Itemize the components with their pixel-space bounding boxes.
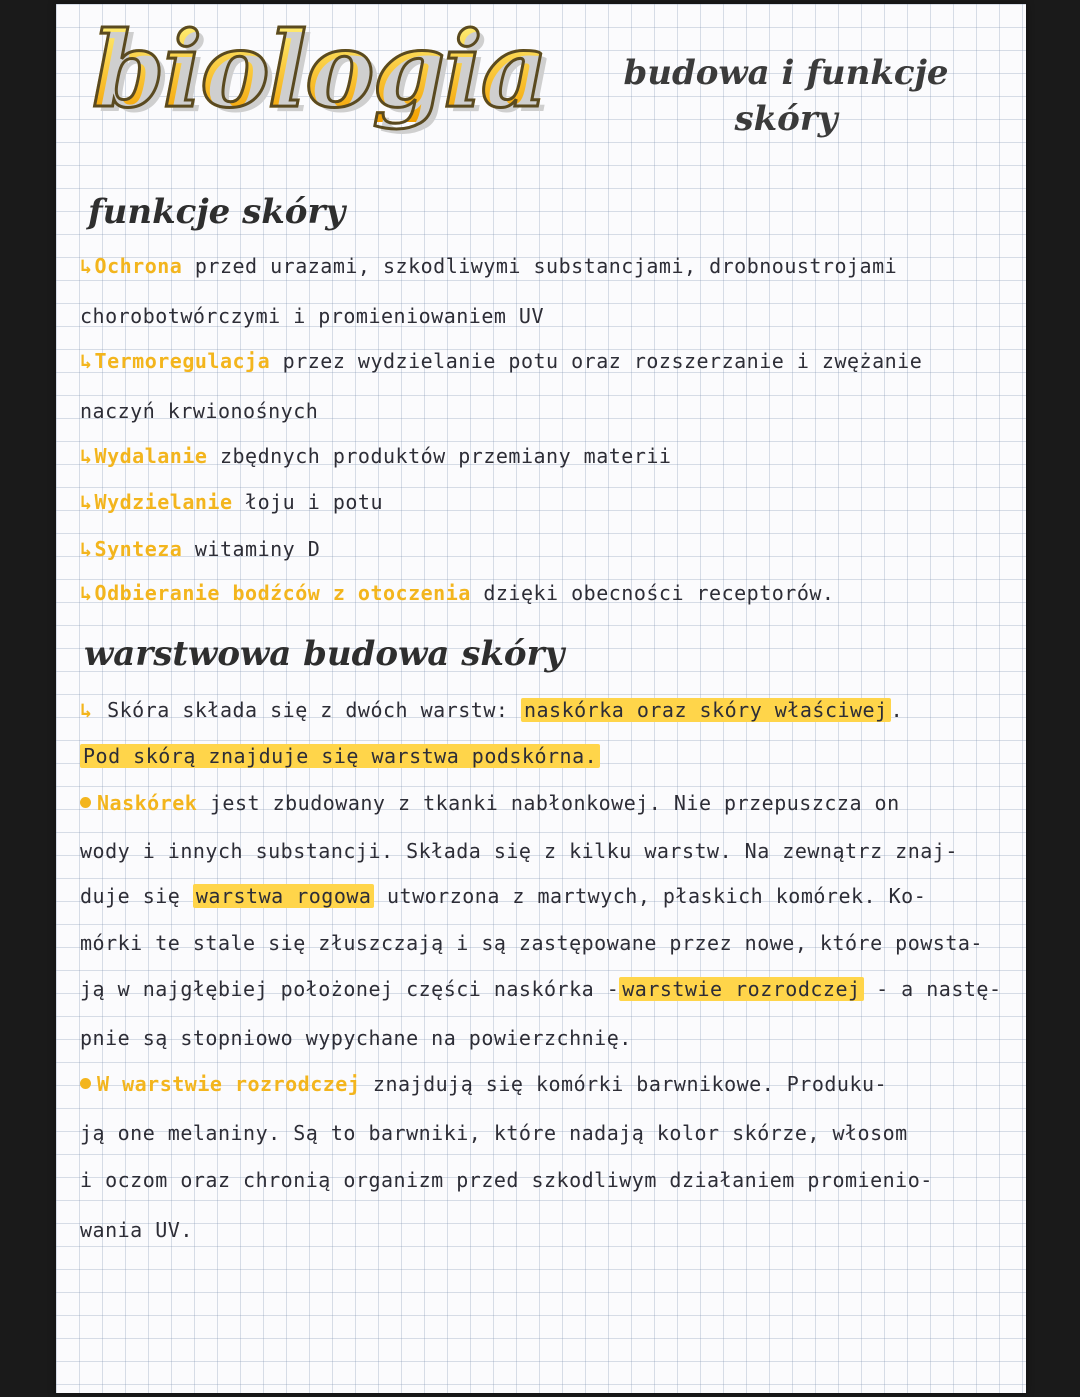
- function-line: ↳ Wydzielanie łoju i potu: [80, 490, 383, 514]
- text-line: wody i innych substancji. Składa się z kilku warstw. Na zewnątrz znaj-: [80, 839, 958, 863]
- text-line: ↳ Skóra składa się z dwóch warstw: naskórka oraz skóry właściwej .: [80, 698, 904, 722]
- text-line: ją one melaniny. Są to barwniki, które nadają kolor skórze, włosom: [80, 1121, 908, 1145]
- function-key: Wydzielanie: [94, 490, 233, 514]
- text-line: wania UV.: [80, 1218, 193, 1242]
- function-key: Wydalanie: [94, 444, 208, 468]
- highlight: Pod skórą znajduje się warstwa podskórna.: [80, 744, 600, 768]
- arrow-icon: ↳: [80, 254, 93, 278]
- function-line: ↳ Odbieranie bodźców z otoczenia dzięki obecności receptorów.: [80, 581, 835, 605]
- term-key: Naskórek: [97, 791, 198, 815]
- text-line: duje się warstwa rogowa utworzona z martwych, płaskich komórek. Ko-: [80, 884, 927, 908]
- page-title: biologia: [92, 8, 547, 131]
- function-line: ↳ Wydalanie zbędnych produktów przemiany materii: [80, 444, 672, 468]
- function-line: ↳ Ochrona przed urazami, szkodliwymi substancjami, drobnoustrojami: [80, 254, 898, 278]
- bullet-icon: [80, 1078, 91, 1089]
- text-line: ją w najgłębiej położonej części naskórka - warstwie rozrodczej - a nastę-: [80, 977, 1002, 1001]
- bullet-icon: [80, 797, 91, 808]
- text-line: [80, 744, 600, 768]
- highlight: warstwie rozrodczej: [619, 977, 863, 1001]
- notebook-page: [56, 4, 1026, 1393]
- function-key: Ochrona: [94, 254, 183, 278]
- text-line: W warstwie rozrodczej znajdują się komórki barwnikowe. Produku-: [80, 1072, 887, 1096]
- term-key: W warstwie rozrodczej: [97, 1072, 361, 1096]
- arrow-icon: ↳: [80, 349, 93, 373]
- highlight: naskórka oraz skóry właściwej: [521, 698, 891, 722]
- text-line: pnie są stopniowo wypychane na powierzchnię.: [80, 1026, 632, 1050]
- page-subtitle: budowa i funkcje skóry: [623, 53, 949, 139]
- function-key: Termoregulacja: [94, 349, 271, 373]
- arrow-icon: ↳: [80, 698, 93, 722]
- function-key: Synteza: [94, 537, 183, 561]
- arrow-icon: ↳: [80, 537, 93, 561]
- text-line: Naskórek jest zbudowany z tkanki nabłonkowej. Nie przepuszcza on: [80, 791, 900, 815]
- section-heading-structure: warstwowa budowa skóry: [84, 634, 565, 674]
- function-key: Odbieranie bodźców z otoczenia: [94, 581, 471, 605]
- arrow-icon: ↳: [80, 490, 93, 514]
- section-heading-functions: funkcje skóry: [88, 192, 346, 232]
- function-line: naczyń krwionośnych: [80, 399, 319, 423]
- text-line: i oczom oraz chronią organizm przed szkodliwym działaniem promienio-: [80, 1168, 933, 1192]
- arrow-icon: ↳: [80, 581, 93, 605]
- text-line: mórki te stale się złuszczają i są zastępowane przez nowe, które powsta-: [80, 931, 983, 955]
- highlight: warstwa rogowa: [193, 884, 375, 908]
- function-line: ↳ Termoregulacja przez wydzielanie potu oraz rozszerzanie i zwężanie: [80, 349, 923, 373]
- function-line: chorobotwórczymi i promieniowaniem UV: [80, 304, 545, 328]
- function-line: ↳ Synteza witaminy D: [80, 537, 321, 561]
- arrow-icon: ↳: [80, 444, 93, 468]
